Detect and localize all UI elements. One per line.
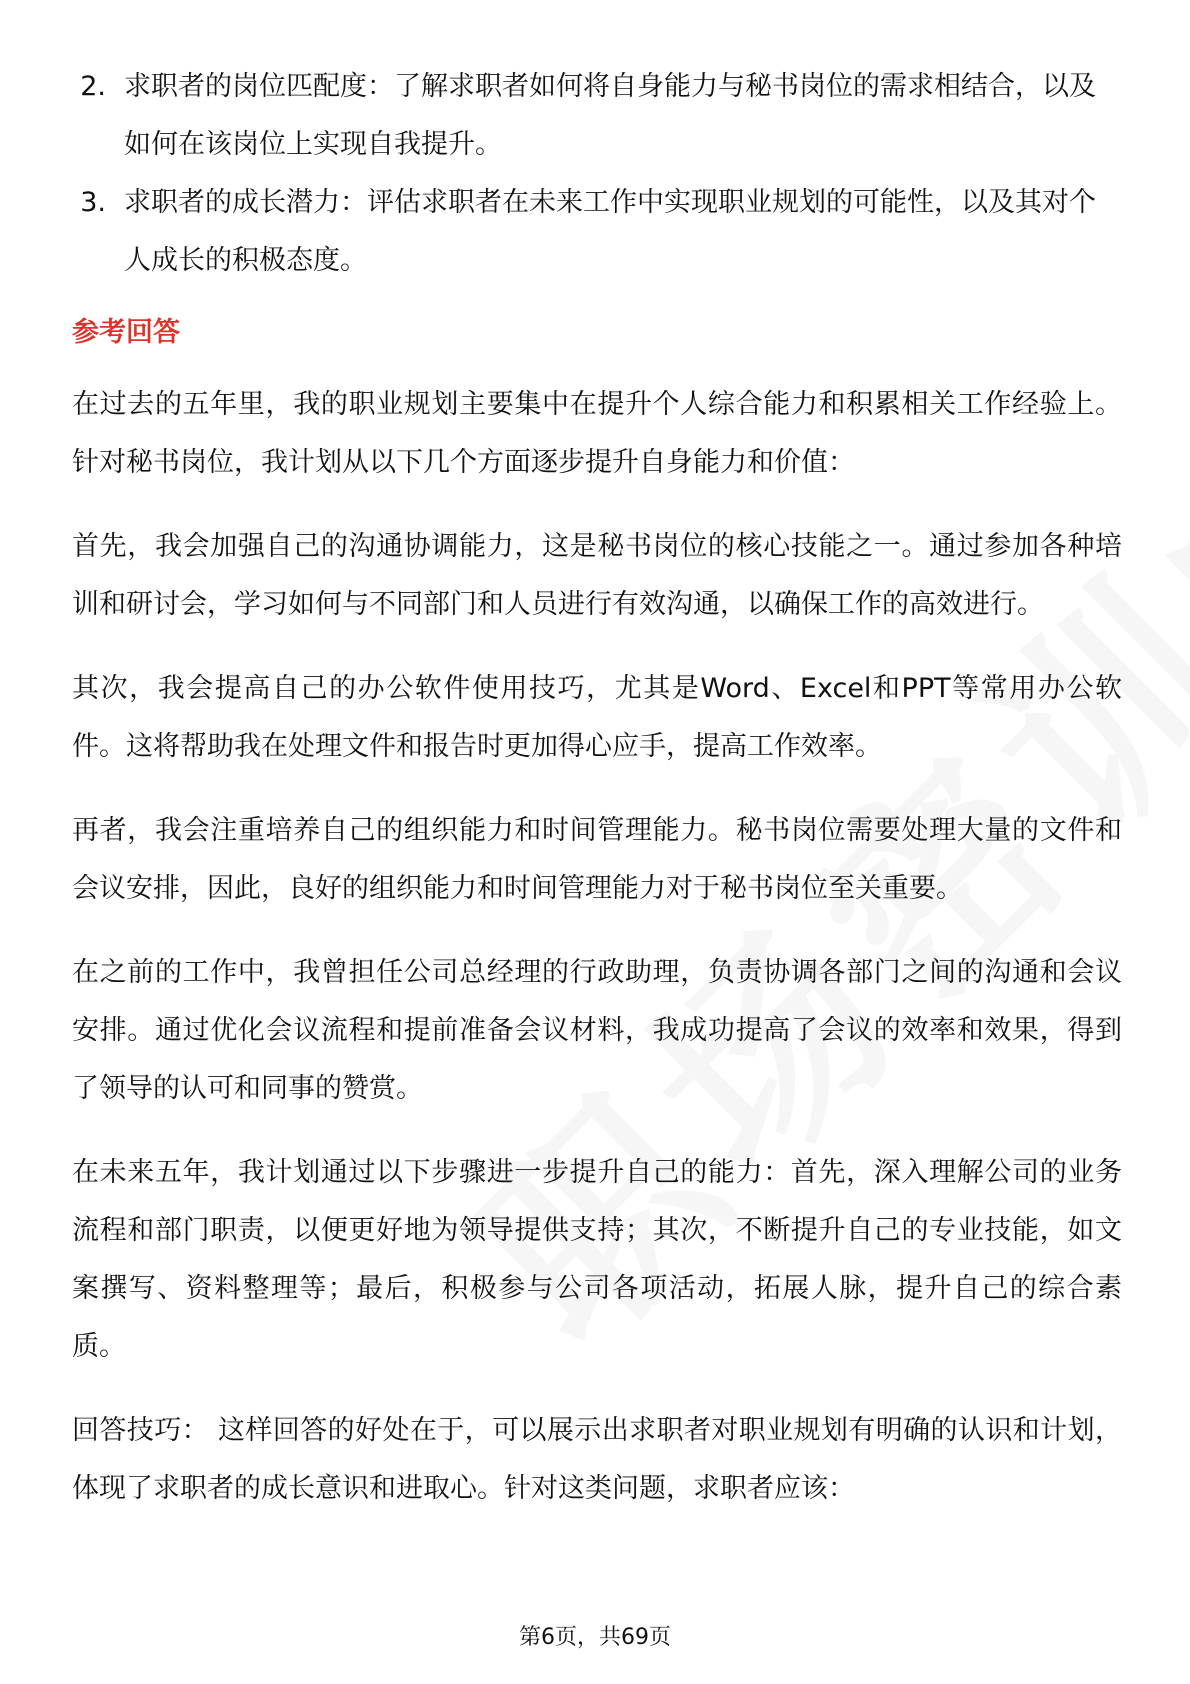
- list-text: 求职者的岗位匹配度：了解求职者如何将自身能力与秘书岗位的需求相结合，以及如何在该岗位上实现自我提升。: [124, 71, 1096, 160]
- list-item: [72, 174, 1122, 290]
- paragraph: 在过去的五年里，我的职业规划主要集中在提升个人综合能力和积累相关工作经验上。针对秘书岗位，我计划从以下几个方面逐步提升自身能力和价值：: [72, 389, 1122, 478]
- paragraph: 回答技巧： 这样回答的好处在于，可以展示出求职者对职业规划有明确的认识和计划，体现了求职者的成长意识和进取心。针对这类问题，求职者应该：: [72, 1415, 1122, 1504]
- paragraph: 首先，我会加强自己的沟通协调能力，这是秘书岗位的核心技能之一。通过参加各种培训和研讨会，学习如何与不同部门和人员进行有效沟通，以确保工作的高效进行。: [72, 531, 1122, 620]
- page-footer: 第6页，共69页: [519, 1625, 671, 1650]
- paragraph: 其次，我会提高自己的办公软件使用技巧，尤其是Word、Excel和PPT等常用办公软件。这将帮助我在处理文件和报告时更加得心应手，提高工作效率。: [72, 673, 1122, 762]
- list-number: 3.: [80, 187, 106, 218]
- list-number: 2.: [80, 71, 106, 102]
- paragraph: 在未来五年，我计划通过以下步骤进一步提升自己的能力：首先，深入理解公司的业务流程和部门职责，以便更好地为领导提供支持；其次，不断提升自己的专业技能，如文案撰写、资料整理等；最后，积极参与公司各项活动，拓展人脉，提升自己的综合素质。: [72, 1157, 1122, 1362]
- paragraph: 再者，我会注重培养自己的组织能力和时间管理能力。秘书岗位需要处理大量的文件和会议安排，因此，良好的组织能力和时间管理能力对于秘书岗位至关重要。: [72, 815, 1122, 904]
- document-body: [72, 58, 1122, 1544]
- paragraph: 在之前的工作中，我曾担任公司总经理的行政助理，负责协调各部门之间的沟通和会议安排。通过优化会议流程和提前准备会议材料，我成功提高了会议的效率和效果，得到了领导的认可和同事的赞赏。: [72, 957, 1122, 1104]
- list-item: [72, 58, 1122, 174]
- section-heading: 参考回答: [72, 317, 180, 348]
- list-text: 求职者的成长潜力：评估求职者在未来工作中实现职业规划的可能性，以及其对个人成长的积极态度。: [124, 187, 1096, 276]
